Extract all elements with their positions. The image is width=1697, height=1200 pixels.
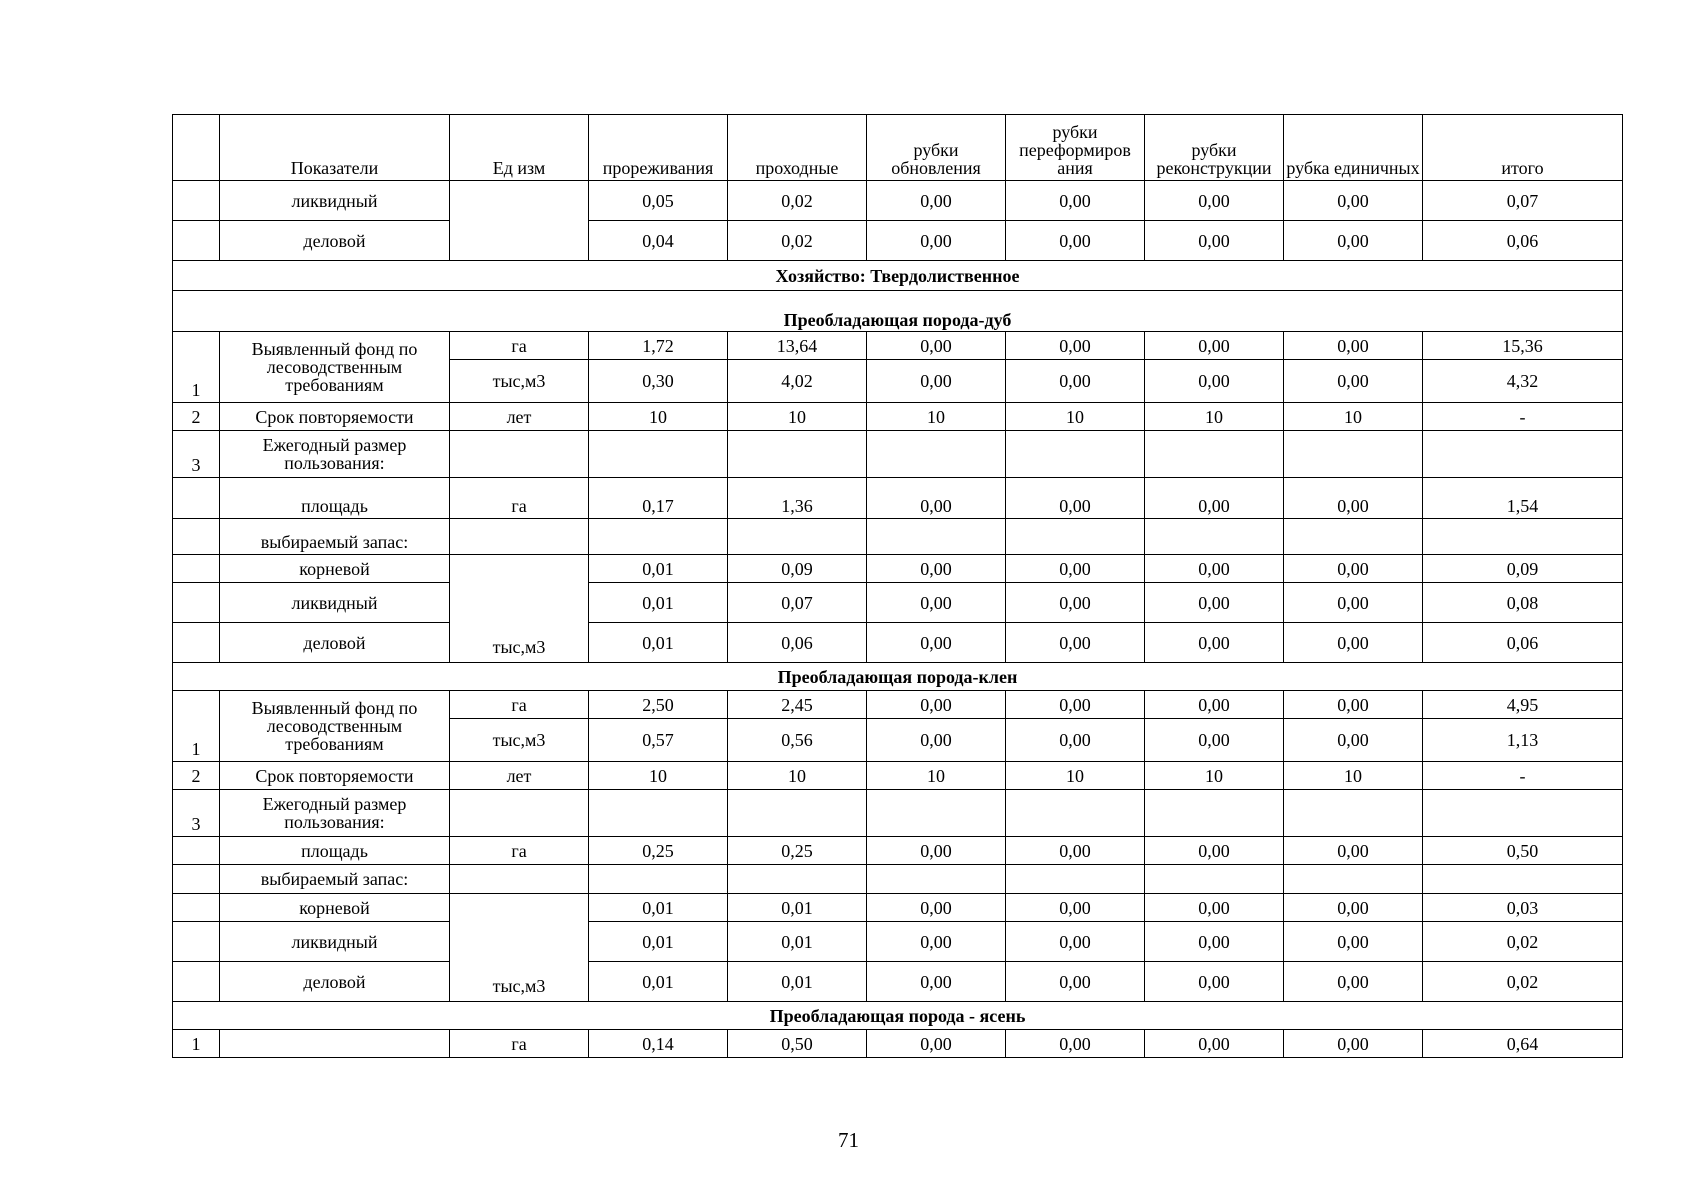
cell-value: 0,01 [728, 962, 867, 1002]
row-num: 2 [173, 403, 220, 431]
cell-value: 0,00 [1284, 332, 1423, 360]
cell-total: - [1423, 762, 1623, 790]
cell-value: 0,00 [1284, 922, 1423, 962]
header-reformation: рубки переформиров ания [1006, 115, 1145, 181]
cell-value: 0,00 [1006, 623, 1145, 663]
cell-total: - [1423, 403, 1623, 431]
cell-value: 0,00 [1145, 962, 1284, 1002]
row-unit: га [450, 332, 589, 360]
cell-value: 0,14 [589, 1030, 728, 1058]
row-unit: лет [450, 403, 589, 431]
cell-value: 0,00 [1006, 478, 1145, 519]
cell-value: 0,00 [1145, 837, 1284, 865]
cell-total: 0,09 [1423, 555, 1623, 583]
cell-value: 0,30 [589, 360, 728, 403]
cell-value: 2,50 [589, 691, 728, 719]
cell-value: 0,00 [1006, 360, 1145, 403]
cell-value: 13,64 [728, 332, 867, 360]
row-label: ликвидный [220, 922, 450, 962]
cell-total: 0,08 [1423, 583, 1623, 623]
section-title-row [173, 1002, 1623, 1030]
section-title-row [173, 291, 1623, 332]
forest-use-table [172, 114, 1623, 1058]
cell-total: 4,95 [1423, 691, 1623, 719]
cell-value: 0,00 [1006, 691, 1145, 719]
table-row [173, 623, 1623, 663]
header-reconstruction: рубки реконструкции [1145, 115, 1284, 181]
row-num [173, 478, 220, 519]
table-row [173, 894, 1623, 922]
cell-value: 10 [1006, 762, 1145, 790]
cell-value: 0,09 [728, 555, 867, 583]
cell-value: 0,00 [1006, 894, 1145, 922]
cell-value [589, 431, 728, 478]
cell-value: 0,00 [1284, 583, 1423, 623]
cell-value: 0,57 [589, 719, 728, 762]
cell-value: 0,00 [1006, 837, 1145, 865]
row-label: корневой [220, 894, 450, 922]
section-title-row [173, 663, 1623, 691]
header-indicator: Показатели [220, 115, 450, 181]
cell-total: 1,13 [1423, 719, 1623, 762]
row-label: площадь [220, 478, 450, 519]
cell-value: 0,00 [867, 360, 1006, 403]
cell-value: 0,02 [728, 221, 867, 261]
cell-value: 0,00 [1006, 583, 1145, 623]
cell-value: 0,00 [1145, 221, 1284, 261]
cell-value: 0,25 [589, 837, 728, 865]
cell-value [589, 865, 728, 894]
row-label: Ежегодный размер пользования: [220, 431, 450, 478]
cell-value [1284, 865, 1423, 894]
cell-value: 0,00 [1145, 894, 1284, 922]
cell-value [867, 431, 1006, 478]
cell-value: 0,00 [1284, 691, 1423, 719]
row-num [173, 837, 220, 865]
cell-value: 0,00 [1145, 332, 1284, 360]
cell-value: 0,01 [589, 922, 728, 962]
cell-total: 0,02 [1423, 962, 1623, 1002]
row-label: деловой [220, 623, 450, 663]
cell-total: 0,03 [1423, 894, 1623, 922]
cell-value [728, 790, 867, 837]
cell-value: 10 [589, 762, 728, 790]
row-num [173, 555, 220, 583]
table-row [173, 837, 1623, 865]
cell-total: 0,50 [1423, 837, 1623, 865]
cell-value: 0,00 [1145, 478, 1284, 519]
cell-value [728, 865, 867, 894]
cell-value: 0,00 [1006, 719, 1145, 762]
table-row [173, 962, 1623, 1002]
cell-value [1006, 790, 1145, 837]
header-renewal: рубки обновления [867, 115, 1006, 181]
cell-total: 15,36 [1423, 332, 1623, 360]
cell-value: 1,36 [728, 478, 867, 519]
cell-value: 10 [728, 762, 867, 790]
row-unit: га [450, 691, 589, 719]
cell-value [867, 519, 1006, 555]
cell-value [1006, 519, 1145, 555]
section-title-maple: Преобладающая порода-клен [173, 663, 1623, 691]
cell-value: 0,00 [1006, 221, 1145, 261]
cell-value [1145, 519, 1284, 555]
cell-value: 10 [867, 403, 1006, 431]
cell-total: 0,64 [1423, 1030, 1623, 1058]
row-num [173, 894, 220, 922]
cell-value: 2,45 [728, 691, 867, 719]
row-unit: тыс,м3 [450, 894, 589, 1002]
header-single: рубка единичных [1284, 115, 1423, 181]
cell-value: 10 [1006, 403, 1145, 431]
cell-value: 0,00 [867, 221, 1006, 261]
cell-value: 0,00 [867, 555, 1006, 583]
cell-value: 0,00 [1006, 1030, 1145, 1058]
cell-value: 0,00 [1006, 962, 1145, 1002]
header-passage: проходные [728, 115, 867, 181]
cell-value: 0,04 [589, 221, 728, 261]
table-row [173, 790, 1623, 837]
header-unit: Ед изм [450, 115, 589, 181]
cell-value: 0,00 [1145, 691, 1284, 719]
row-label: деловой [220, 221, 450, 261]
cell-value: 0,06 [728, 623, 867, 663]
row-label: корневой [220, 555, 450, 583]
cell-value: 0,01 [589, 962, 728, 1002]
cell-value: 0,50 [728, 1030, 867, 1058]
cell-total: 4,32 [1423, 360, 1623, 403]
cell-value: 0,00 [1145, 719, 1284, 762]
cell-value: 0,00 [867, 922, 1006, 962]
row-num: 1 [173, 1030, 220, 1058]
table-row [173, 691, 1623, 719]
cell-value: 0,01 [589, 894, 728, 922]
cell-value: 0,00 [1284, 360, 1423, 403]
cell-value: 0,05 [589, 181, 728, 221]
cell-value [1145, 790, 1284, 837]
row-label: выбираемый запас: [220, 519, 450, 555]
cell-value [1006, 431, 1145, 478]
farm-title-row [173, 261, 1623, 291]
cell-value: 0,02 [728, 181, 867, 221]
row-unit: га [450, 478, 589, 519]
row-num [173, 221, 220, 261]
cell-value: 0,00 [867, 332, 1006, 360]
cell-value: 0,00 [867, 962, 1006, 1002]
cell-value: 0,00 [1006, 332, 1145, 360]
section-title-oak: Преобладающая порода-дуб [173, 291, 1623, 332]
cell-value [1284, 790, 1423, 837]
row-label: Ежегодный размер пользования: [220, 790, 450, 837]
row-num: 3 [173, 790, 220, 837]
cell-value: 0,07 [728, 583, 867, 623]
cell-value [728, 431, 867, 478]
row-unit: тыс,м3 [450, 719, 589, 762]
cell-value: 0,17 [589, 478, 728, 519]
row-unit: га [450, 837, 589, 865]
cell-value [1145, 865, 1284, 894]
cell-value: 0,00 [867, 837, 1006, 865]
table-row [173, 181, 1623, 221]
row-label: Срок повторяемости [220, 403, 450, 431]
cell-value: 0,00 [1145, 181, 1284, 221]
table-row [173, 519, 1623, 555]
cell-value: 4,02 [728, 360, 867, 403]
row-num [173, 623, 220, 663]
row-unit: тыс,м3 [450, 555, 589, 663]
cell-value: 10 [1284, 762, 1423, 790]
cell-value: 0,00 [1284, 181, 1423, 221]
cell-value: 0,00 [867, 583, 1006, 623]
table-header-row [173, 115, 1623, 181]
cell-value: 0,00 [867, 1030, 1006, 1058]
cell-value: 0,00 [1006, 555, 1145, 583]
row-num [173, 519, 220, 555]
header-num [173, 115, 220, 181]
cell-value: 0,00 [1284, 837, 1423, 865]
row-unit [450, 865, 589, 894]
row-num [173, 962, 220, 1002]
row-unit [450, 519, 589, 555]
cell-value: 0,00 [1145, 583, 1284, 623]
cell-value: 0,00 [867, 691, 1006, 719]
cell-total: 0,06 [1423, 623, 1623, 663]
page-number: 71 [838, 1128, 859, 1152]
cell-value: 10 [589, 403, 728, 431]
row-label: Выявленный фонд по лесоводственным требованиям [220, 332, 450, 403]
table-row [173, 478, 1623, 519]
row-label: выбираемый запас: [220, 865, 450, 894]
table-row [173, 332, 1623, 360]
table-row [173, 555, 1623, 583]
row-unit [450, 181, 589, 261]
row-unit: га [450, 1030, 589, 1058]
cell-value: 0,01 [728, 922, 867, 962]
cell-value: 0,00 [1284, 894, 1423, 922]
cell-value [589, 519, 728, 555]
cell-value: 0,00 [1006, 181, 1145, 221]
cell-total: 0,07 [1423, 181, 1623, 221]
cell-value: 0,00 [867, 181, 1006, 221]
cell-value: 0,00 [1145, 555, 1284, 583]
cell-value: 1,72 [589, 332, 728, 360]
cell-total [1423, 865, 1623, 894]
cell-value [867, 865, 1006, 894]
cell-total: 0,06 [1423, 221, 1623, 261]
cell-value: 0,00 [1284, 962, 1423, 1002]
row-num [173, 865, 220, 894]
cell-value [867, 790, 1006, 837]
row-label: Выявленный фонд по лесоводственным требованиям [220, 691, 450, 762]
cell-total [1423, 519, 1623, 555]
cell-value [1006, 865, 1145, 894]
row-num [173, 583, 220, 623]
section-title-ash: Преобладающая порода - ясень [173, 1002, 1623, 1030]
row-num [173, 922, 220, 962]
row-num [173, 181, 220, 221]
row-unit: тыс,м3 [450, 360, 589, 403]
row-unit: лет [450, 762, 589, 790]
row-label: ликвидный [220, 583, 450, 623]
cell-value: 10 [1145, 762, 1284, 790]
row-unit [450, 431, 589, 478]
cell-total [1423, 790, 1623, 837]
row-num: 3 [173, 431, 220, 478]
cell-value [1145, 431, 1284, 478]
cell-total [1423, 431, 1623, 478]
farm-title: Хозяйство: Твердолиственное [173, 261, 1623, 291]
cell-value: 0,00 [1284, 623, 1423, 663]
row-label: деловой [220, 962, 450, 1002]
cell-value: 0,01 [589, 623, 728, 663]
cell-value: 0,01 [728, 894, 867, 922]
cell-value: 10 [1145, 403, 1284, 431]
cell-value: 0,00 [1006, 922, 1145, 962]
cell-total: 1,54 [1423, 478, 1623, 519]
cell-total: 0,02 [1423, 922, 1623, 962]
row-num: 1 [173, 691, 220, 762]
cell-value: 0,01 [589, 583, 728, 623]
cell-value: 0,56 [728, 719, 867, 762]
cell-value: 0,01 [589, 555, 728, 583]
cell-value: 0,00 [1145, 1030, 1284, 1058]
table-row [173, 431, 1623, 478]
cell-value: 0,00 [1284, 1030, 1423, 1058]
table-row [173, 221, 1623, 261]
row-label: ликвидный [220, 181, 450, 221]
cell-value: 0,00 [867, 894, 1006, 922]
cell-value [1284, 519, 1423, 555]
cell-value: 0,00 [1284, 555, 1423, 583]
cell-value [589, 790, 728, 837]
cell-value [728, 519, 867, 555]
cell-value: 0,00 [1145, 360, 1284, 403]
cell-value [1284, 431, 1423, 478]
row-label: площадь [220, 837, 450, 865]
cell-value: 0,00 [1284, 221, 1423, 261]
cell-value: 10 [728, 403, 867, 431]
table-row [173, 762, 1623, 790]
row-num: 2 [173, 762, 220, 790]
row-label: Срок повторяемости [220, 762, 450, 790]
cell-value: 0,00 [1284, 719, 1423, 762]
table-row [173, 922, 1623, 962]
table-row [173, 583, 1623, 623]
header-thinning: прореживания [589, 115, 728, 181]
row-unit [450, 790, 589, 837]
row-label [220, 1030, 450, 1058]
cell-value: 0,00 [867, 478, 1006, 519]
cell-value: 10 [867, 762, 1006, 790]
cell-value: 0,25 [728, 837, 867, 865]
row-num: 1 [173, 332, 220, 403]
table-row [173, 865, 1623, 894]
header-total: итого [1423, 115, 1623, 181]
cell-value: 0,00 [1284, 478, 1423, 519]
cell-value: 0,00 [867, 719, 1006, 762]
cell-value: 0,00 [1145, 623, 1284, 663]
cell-value: 0,00 [1145, 922, 1284, 962]
table-row [173, 1030, 1623, 1058]
cell-value: 10 [1284, 403, 1423, 431]
table-row [173, 403, 1623, 431]
cell-value: 0,00 [867, 623, 1006, 663]
